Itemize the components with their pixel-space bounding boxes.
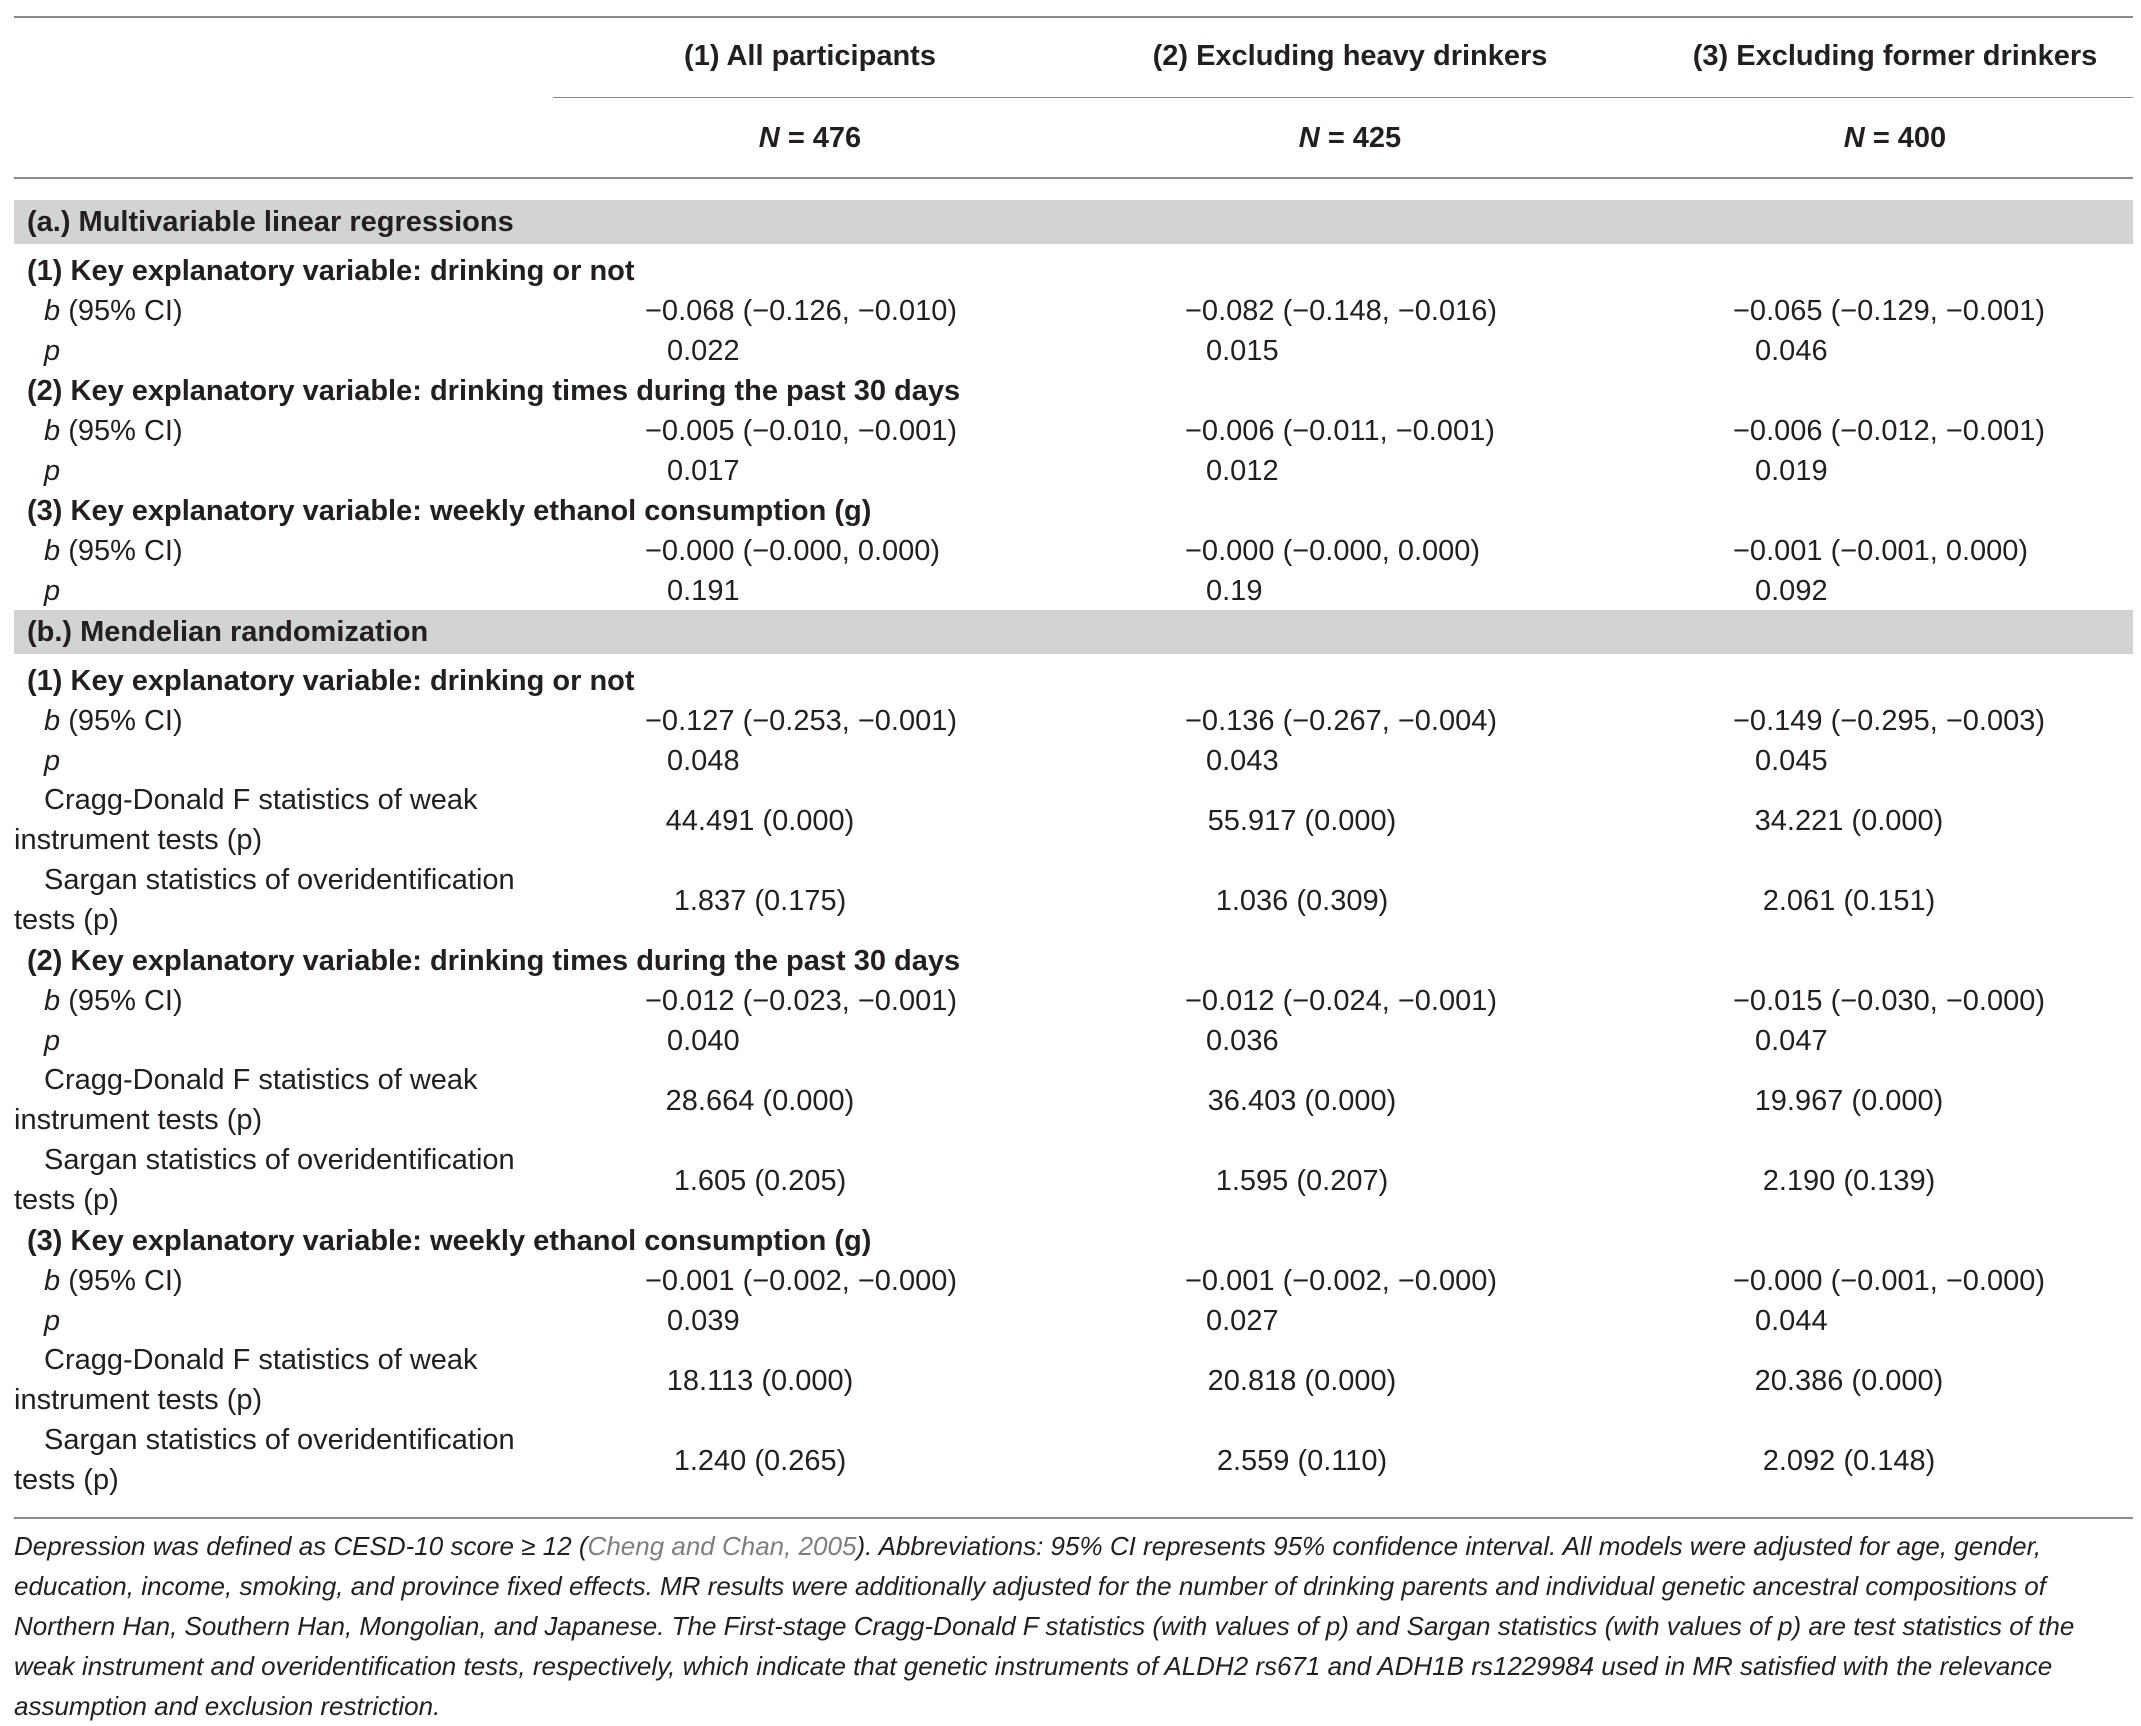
- p-symbol: p: [236, 1104, 253, 1136]
- p-value: 0.191: [667, 575, 740, 607]
- coef-ci-value: −0.006 (−0.011, −0.001): [1185, 415, 1495, 447]
- cragg-value: 20.386 (0.000): [1754, 1365, 1944, 1397]
- p-value: 0.19: [1206, 575, 1263, 607]
- ci-label: (95% CI): [60, 535, 183, 567]
- group-title: (2) Key explanatory variable: drinking times during the past 30 days: [27, 945, 961, 977]
- sargan-label-line2-close: ): [109, 1464, 119, 1496]
- sargan-value: 1.837 (0.175): [673, 885, 847, 917]
- sample-size-symbol: N: [758, 122, 780, 154]
- p-value: 0.022: [667, 335, 740, 367]
- cragg-value: 55.917 (0.000): [1207, 805, 1397, 837]
- sargan-label-line2-text: tests (: [14, 1184, 93, 1216]
- cragg-label-line2: [14, 820, 262, 860]
- p-symbol: p: [236, 1384, 253, 1416]
- cragg-label-line2-text: instrument tests (: [14, 824, 237, 856]
- sample-size: [1844, 122, 1946, 155]
- b-symbol: b: [44, 295, 61, 327]
- sample-size-symbol: N: [1298, 122, 1320, 154]
- coef-ci-value: −0.001 (−0.001, 0.000): [1733, 535, 2029, 567]
- p-value: 0.027: [1206, 1305, 1279, 1337]
- coef-ci-value: −0.001 (−0.002, −0.000): [645, 1265, 958, 1297]
- p-value: 0.017: [667, 455, 740, 487]
- footnote-text-rest: ). Abbreviations: 95% CI represents 95% confidence interval. All models were adjusted for age, gender, education, income, smoking, and province fixed effects. MR results were additionally adjusted for the number of drinking parents and individual genetic ancestral compositions of Northern Han, Southern Han, Mongolian, and Japanese. The First-stage Cragg-Donald F statistics (with values of p) and Sargan statistics (with values of p) are test statistics of the weak instrument and overidentification tests, respectively, which indicate that genetic instruments of ALDH2 rs671 and ADH1B rs1229984 used in MR satisfied with the relevance assumption and exclusion restriction.: [14, 1531, 2075, 1721]
- p-symbol: p: [44, 745, 61, 777]
- ci-label: (95% CI): [60, 1265, 183, 1297]
- cragg-value: 19.967 (0.000): [1754, 1085, 1944, 1117]
- group-title: (1) Key explanatory variable: drinking or not: [27, 665, 635, 697]
- table-bottom-rule: [14, 1517, 2133, 1519]
- row-label-p: [44, 1025, 60, 1058]
- sargan-label-line1: Sargan statistics of overidentification: [44, 1144, 515, 1176]
- sargan-label-line2: [14, 1460, 119, 1500]
- table-footnote: [14, 1526, 2119, 1726]
- p-value: 0.048: [667, 745, 740, 777]
- row-label-p: [44, 575, 60, 608]
- coef-ci-value: −0.136 (−0.267, −0.004): [1185, 705, 1498, 737]
- p-value: 0.019: [1755, 455, 1828, 487]
- sample-size-value: = 425: [1327, 122, 1402, 154]
- footnote-text-start: Depression was defined as CESD-10 score ≥ 12 (: [14, 1531, 588, 1561]
- coef-ci-value: −0.005 (−0.010, −0.001): [645, 415, 958, 447]
- cragg-value: 44.491 (0.000): [665, 805, 855, 837]
- cragg-value: 34.221 (0.000): [1754, 805, 1944, 837]
- p-value: 0.012: [1206, 455, 1279, 487]
- p-symbol: p: [92, 904, 110, 936]
- p-symbol: p: [92, 1184, 110, 1216]
- p-value: 0.045: [1755, 745, 1828, 777]
- sargan-label-line2-close: ): [109, 1184, 119, 1216]
- coef-ci-value: −0.065 (−0.129, −0.001): [1733, 295, 2046, 327]
- sargan-value: 1.605 (0.205): [673, 1165, 847, 1197]
- p-value: 0.040: [667, 1025, 740, 1057]
- cragg-label-line2: [14, 1100, 262, 1140]
- coef-ci-value: −0.006 (−0.012, −0.001): [1733, 415, 2046, 447]
- sargan-label-line2: [14, 1180, 119, 1220]
- p-symbol: p: [44, 335, 61, 367]
- p-symbol: p: [44, 1305, 61, 1337]
- b-symbol: b: [44, 1265, 61, 1297]
- sargan-value: 1.036 (0.309): [1215, 885, 1389, 917]
- sargan-value: 2.061 (0.151): [1762, 885, 1936, 917]
- p-symbol: p: [44, 455, 61, 487]
- header-mid-rule: [553, 97, 2133, 98]
- section-title: (a.) Multivariable linear regressions: [27, 206, 514, 238]
- sample-size: [759, 122, 861, 155]
- cragg-value: 18.113 (0.000): [666, 1365, 854, 1397]
- citation-link: Cheng and Chan, 2005: [587, 1531, 857, 1561]
- group-title: (3) Key explanatory variable: weekly ethanol consumption (g): [27, 1225, 872, 1257]
- cragg-label-line2: [14, 1380, 262, 1420]
- coef-ci-value: −0.012 (−0.024, −0.001): [1185, 985, 1498, 1017]
- ci-label: (95% CI): [60, 985, 183, 1017]
- sargan-label-line2-text: tests (: [14, 904, 93, 936]
- cragg-label-line1: Cragg-Donald F statistics of weak: [44, 784, 478, 816]
- row-label-p: [44, 745, 60, 778]
- sargan-value: 2.190 (0.139): [1762, 1165, 1936, 1197]
- row-label-b: [44, 705, 183, 738]
- coef-ci-value: −0.000 (−0.001, −0.000): [1733, 1265, 2046, 1297]
- cragg-value: 20.818 (0.000): [1207, 1365, 1397, 1397]
- p-symbol: p: [236, 824, 253, 856]
- b-symbol: b: [44, 705, 61, 737]
- sargan-value: 1.595 (0.207): [1215, 1165, 1389, 1197]
- b-symbol: b: [44, 535, 61, 567]
- column-header: (3) Excluding former drinkers: [1692, 40, 2098, 72]
- sargan-value: 2.559 (0.110): [1216, 1445, 1388, 1477]
- coef-ci-value: −0.012 (−0.023, −0.001): [645, 985, 958, 1017]
- group-title: (2) Key explanatory variable: drinking times during the past 30 days: [27, 375, 961, 407]
- row-label-b: [44, 295, 183, 328]
- ci-label: (95% CI): [60, 415, 183, 447]
- p-value: 0.092: [1755, 575, 1828, 607]
- cragg-label-line2-text: instrument tests (: [14, 1104, 237, 1136]
- group-title: (3) Key explanatory variable: weekly ethanol consumption (g): [27, 495, 872, 527]
- row-label-p: [44, 1305, 60, 1338]
- top-rule: [14, 16, 2133, 18]
- p-symbol: p: [44, 1025, 61, 1057]
- p-value: 0.047: [1755, 1025, 1828, 1057]
- coef-ci-value: −0.127 (−0.253, −0.001): [645, 705, 958, 737]
- cragg-label-line1: Cragg-Donald F statistics of weak: [44, 1064, 478, 1096]
- coef-ci-value: −0.000 (−0.000, 0.000): [1185, 535, 1481, 567]
- row-label-p: [44, 335, 60, 368]
- coef-ci-value: −0.015 (−0.030, −0.000): [1733, 985, 2046, 1017]
- sargan-label-line1: Sargan statistics of overidentification: [44, 864, 515, 896]
- p-value: 0.036: [1206, 1025, 1279, 1057]
- p-value: 0.044: [1755, 1305, 1828, 1337]
- p-value: 0.046: [1755, 335, 1828, 367]
- sargan-label-line2-text: tests (: [14, 1464, 93, 1496]
- sample-size-value: = 400: [1872, 122, 1947, 154]
- cragg-label-line1: Cragg-Donald F statistics of weak: [44, 1344, 478, 1376]
- column-header: (1) All participants: [684, 40, 936, 72]
- b-symbol: b: [44, 985, 61, 1017]
- cragg-label-line2-close: ): [252, 824, 263, 856]
- p-symbol: p: [44, 575, 61, 607]
- cragg-value: 28.664 (0.000): [665, 1085, 855, 1117]
- cragg-label-line2-close: ): [252, 1104, 263, 1136]
- cragg-label-line2-close: ): [252, 1384, 263, 1416]
- coef-ci-value: −0.082 (−0.148, −0.016): [1185, 295, 1498, 327]
- sargan-value: 2.092 (0.148): [1762, 1445, 1936, 1477]
- coef-ci-value: −0.068 (−0.126, −0.010): [645, 295, 958, 327]
- p-value: 0.015: [1206, 335, 1279, 367]
- coef-ci-value: −0.001 (−0.002, −0.000): [1185, 1265, 1498, 1297]
- coef-ci-value: −0.149 (−0.295, −0.003): [1733, 705, 2046, 737]
- p-value: 0.043: [1206, 745, 1279, 777]
- sargan-label-line1: Sargan statistics of overidentification: [44, 1424, 515, 1456]
- p-value: 0.039: [667, 1305, 740, 1337]
- cragg-value: 36.403 (0.000): [1207, 1085, 1397, 1117]
- sample-size-value: = 476: [787, 122, 862, 154]
- sargan-value: 1.240 (0.265): [673, 1445, 847, 1477]
- row-label-b: [44, 1265, 183, 1298]
- column-header: (2) Excluding heavy drinkers: [1152, 40, 1548, 72]
- ci-label: (95% CI): [60, 705, 183, 737]
- ci-label: (95% CI): [60, 295, 183, 327]
- p-symbol: p: [92, 1464, 110, 1496]
- section-title: (b.) Mendelian randomization: [27, 616, 429, 648]
- sample-size: [1299, 122, 1401, 155]
- sargan-label-line2-close: ): [109, 904, 119, 936]
- cragg-label-line2-text: instrument tests (: [14, 1384, 237, 1416]
- group-title: (1) Key explanatory variable: drinking or not: [27, 255, 635, 287]
- header-bottom-rule: [14, 177, 2133, 179]
- row-label-p: [44, 455, 60, 488]
- sargan-label-line2: [14, 900, 119, 940]
- sample-size-symbol: N: [1843, 122, 1865, 154]
- coef-ci-value: −0.000 (−0.000, 0.000): [645, 535, 941, 567]
- b-symbol: b: [44, 415, 61, 447]
- row-label-b: [44, 985, 183, 1018]
- row-label-b: [44, 415, 183, 448]
- row-label-b: [44, 535, 183, 568]
